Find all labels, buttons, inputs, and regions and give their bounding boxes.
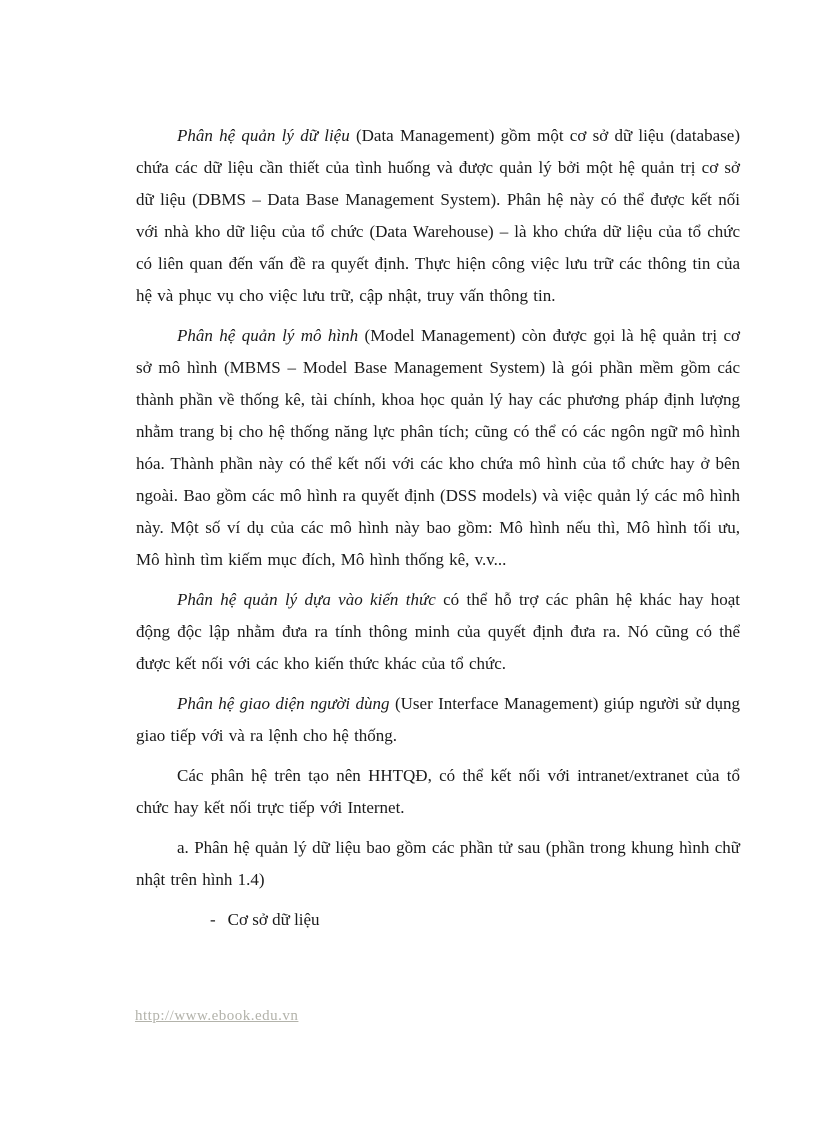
paragraph-text: (User Interface Management) giúp người sử dụng giao tiếp với và ra lệnh cho hệ thống. — [136, 694, 740, 745]
paragraph-lead: Phân hệ quản lý mô hình — [177, 326, 359, 345]
paragraph-data-management — [136, 120, 740, 312]
paragraph-text: có thể hỗ trợ các phân hệ khác hay hoạt động độc lập nhằm đưa ra tính thông minh của quyết định đưa ra. Nó cũng có thể được kết nối với các kho kiến thức khác của tổ chức. — [136, 590, 740, 673]
list-label: Cơ sở dữ liệu — [227, 910, 320, 929]
list-bullet: - — [210, 910, 216, 929]
paragraph-section-a — [136, 832, 740, 896]
paragraph-model-management — [136, 320, 740, 576]
paragraph-lead: Phân hệ quản lý dựa vào kiến thức — [177, 590, 436, 609]
document-page — [136, 120, 740, 936]
paragraph-lead: Phân hệ giao diện người dùng — [177, 694, 390, 713]
paragraph-text: a. Phân hệ quản lý dữ liệu bao gồm các phần tử sau (phần trong khung hình chữ nhật trên hình 1.4) — [136, 838, 740, 889]
paragraph-text: (Model Management) còn được gọi là hệ quản trị cơ sở mô hình (MBMS – Model Base Management System) là gói phần mềm gồm các thành phần về thống kê, tài chính, khoa học quản lý hay các phương pháp định lượng nhằm trang bị cho hệ thống năng lực phân tích; cũng có thể có các ngôn ngữ mô hình hóa. Thành phần này có thể kết nối với các kho chứa mô hình của tổ chức hay ở bên ngoài. Bao gồm các mô hình ra quyết định (DSS models) và việc quản lý các mô hình này. Một số ví dụ của các mô hình này bao gồm: Mô hình nếu thì, Mô hình tối ưu, Mô hình tìm kiếm mục đích, Mô hình thống kê, v.v... — [136, 326, 740, 569]
paragraph-user-interface — [136, 688, 740, 752]
paragraph-lead: Phân hệ quản lý dữ liệu — [177, 126, 350, 145]
watermark-url: http://www.ebook.edu.vn — [135, 1008, 299, 1024]
paragraph-hhtqd-summary — [136, 760, 740, 824]
paragraph-knowledge-management — [136, 584, 740, 680]
paragraph-text: Các phân hệ trên tạo nên HHTQĐ, có thể kết nối với intranet/extranet của tổ chức hay kết nối trực tiếp với Internet. — [136, 766, 740, 817]
list-item-database — [136, 904, 740, 936]
paragraph-text: (Data Management) gồm một cơ sở dữ liệu (database) chứa các dữ liệu cần thiết của tình huống và được quản lý bởi một hệ quản trị cơ sở dữ liệu (DBMS – Data Base Management System). Phân hệ này có thể được kết nối với nhà kho dữ liệu của tổ chức (Data Warehouse) – là kho chứa dữ liệu của tổ chức có liên quan đến vấn đề ra quyết định. Thực hiện công việc lưu trữ các thông tin của hệ và phục vụ cho việc lưu trữ, cập nhật, truy vấn thông tin. — [136, 126, 740, 305]
